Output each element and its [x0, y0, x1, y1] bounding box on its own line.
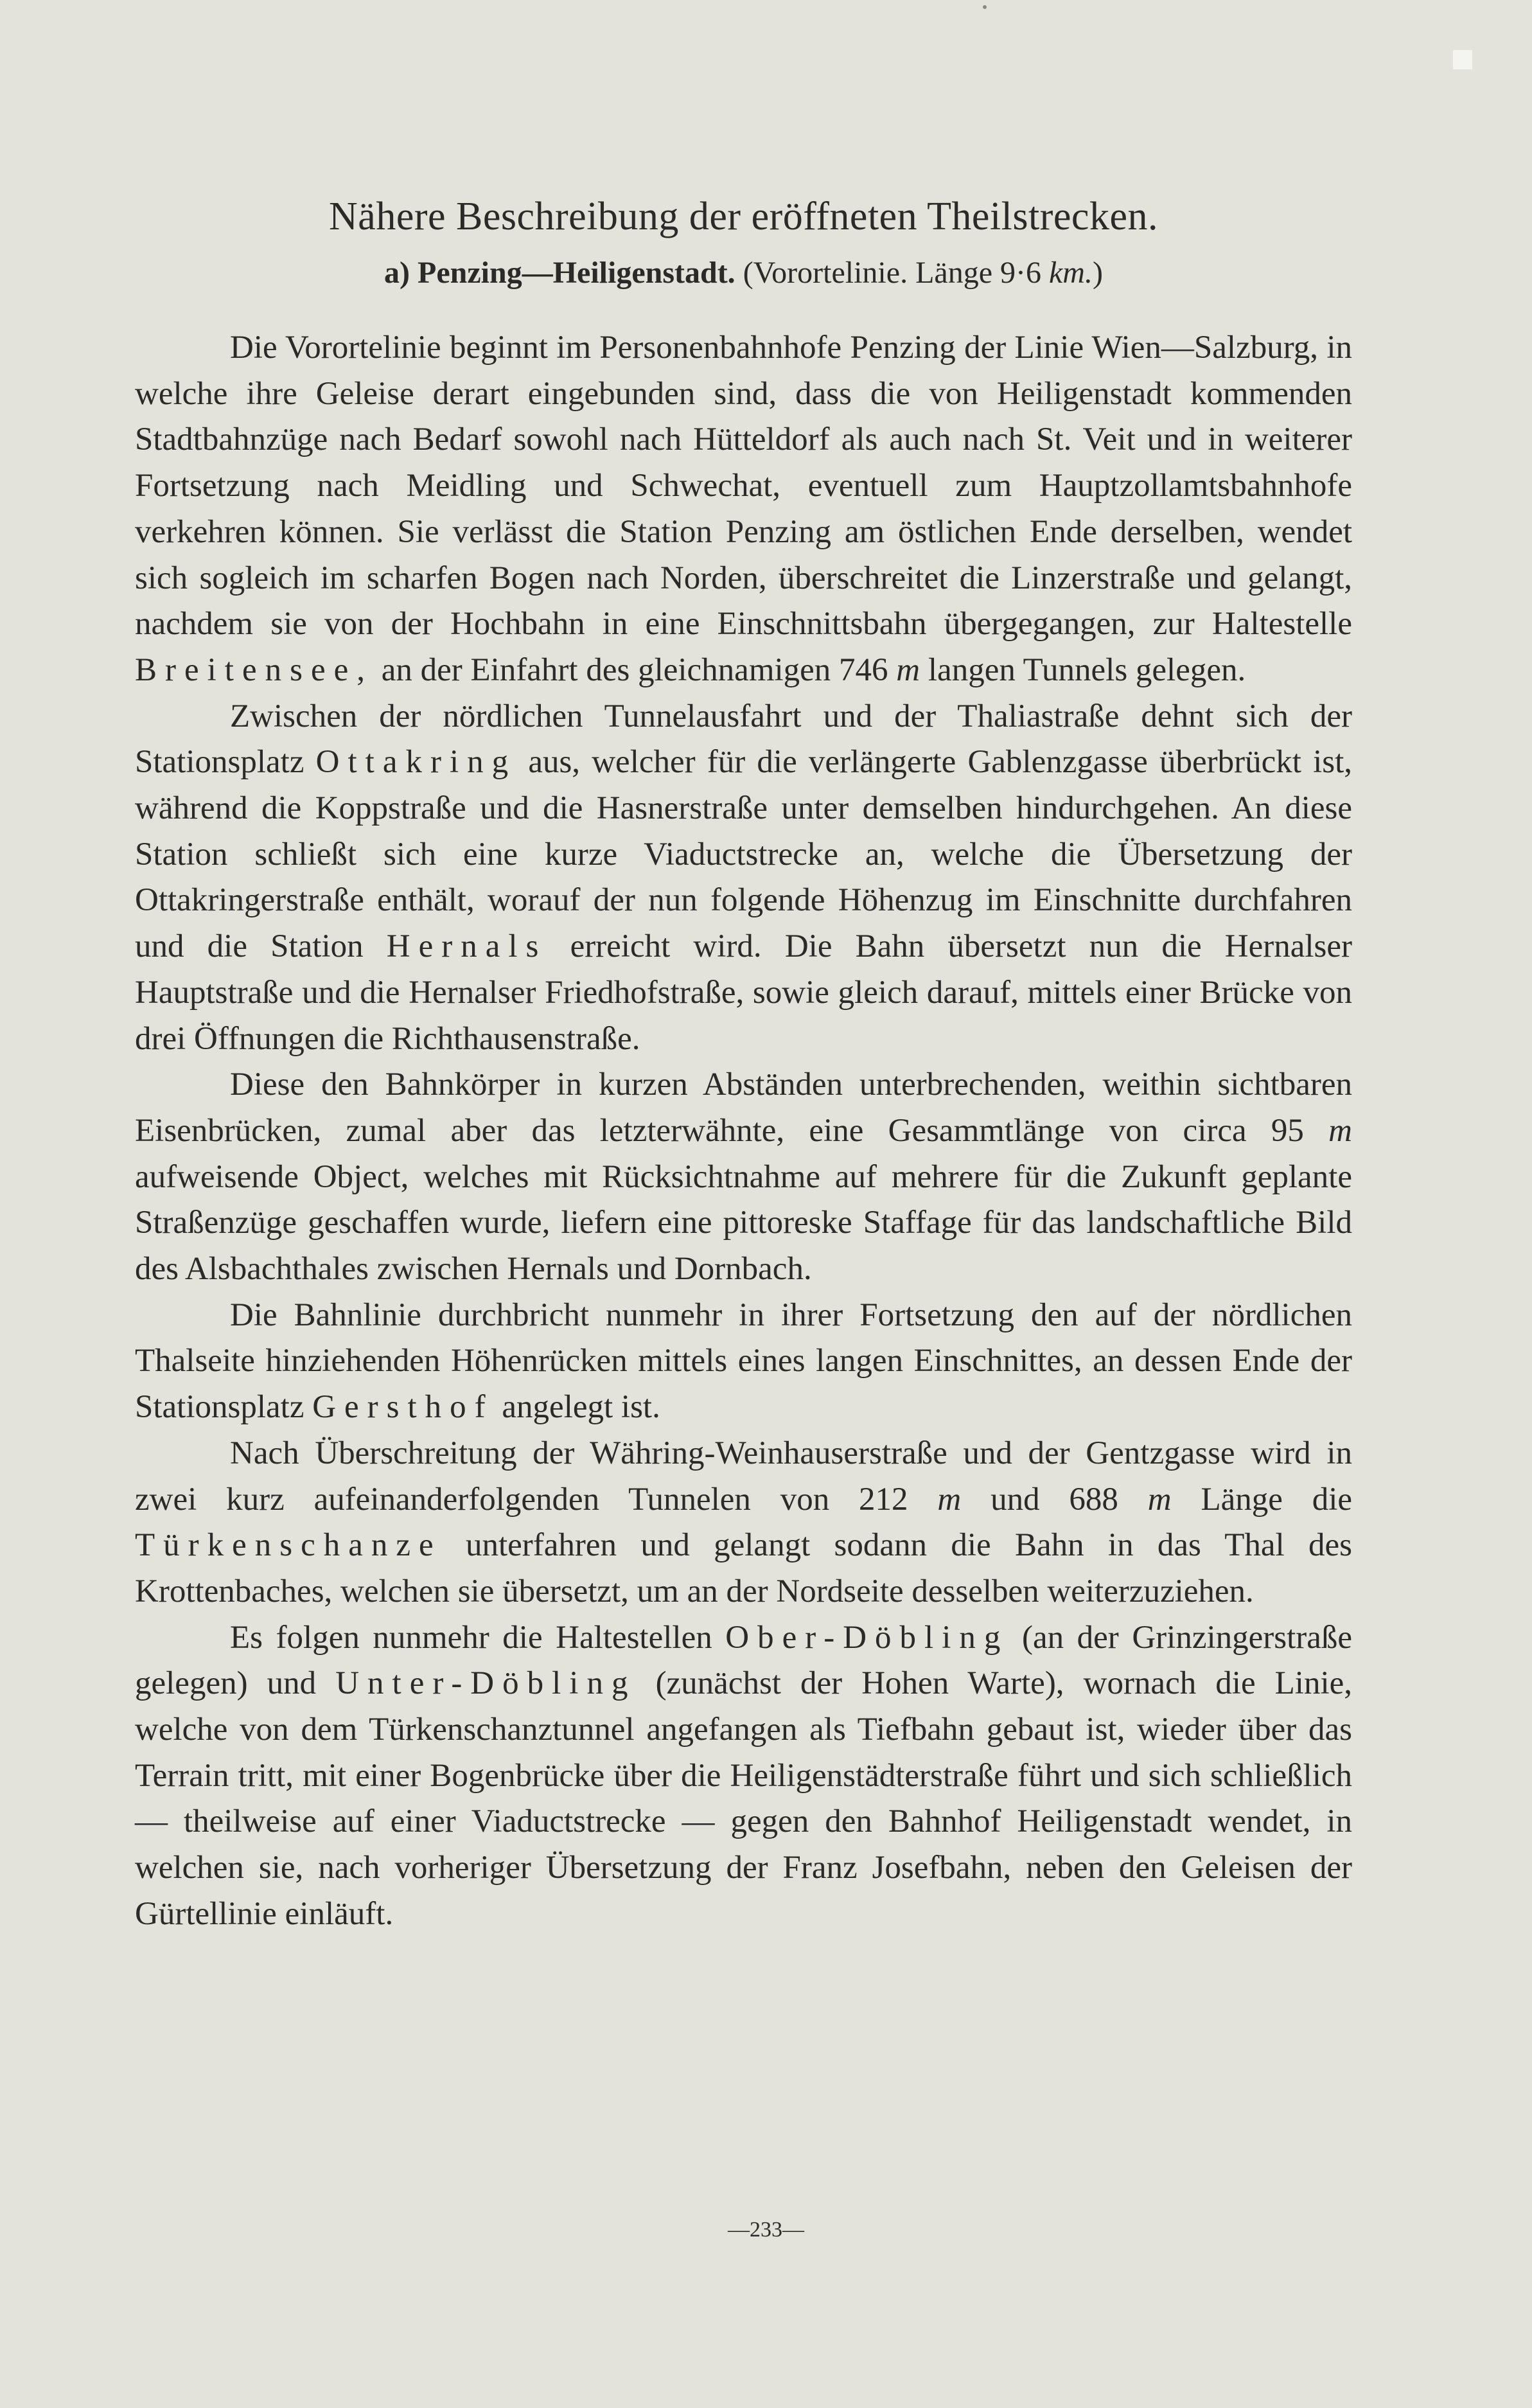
- unit-m: m: [896, 651, 920, 688]
- unit-m: m: [1147, 1481, 1172, 1518]
- station-hernals: Hernals: [386, 928, 547, 965]
- scan-corner-mark: [1453, 50, 1472, 69]
- station-unter-doebling: Unter-Döbling: [335, 1665, 637, 1702]
- page-content: [135, 193, 1352, 1938]
- paragraph-5: Nach Überschreitung der Währing-Weinhauserstraße und der Gentzgasse wird in zwei kurz aufeinanderfolgenden Tunnelen von 212 m und 688 m Länge die Türkenschanze unterfahren und gelangt sodann die Bahn in das Thal des Krottenbaches, welchen sie übersetzt, um an der Nordseite desselben weiterzuziehen.: [135, 1435, 1353, 1609]
- scan-speck: [983, 5, 987, 9]
- station-ober-doebling: Ober-Döbling: [725, 1619, 1009, 1656]
- subtitle-close: ): [1092, 256, 1103, 290]
- paragraph-6: Es folgen nunmehr die Haltestellen Ober-Döbling (an der Grinzingerstraße gelegen) und Unter-Döbling (zunächst der Hohen Warte), wornach die Linie, welche von dem Türkenschanztunnel angefangen als Tiefbahn gebaut ist, wieder über das Terrain tritt, mit einer Bogenbrücke über die Heiligenstädterstraße führt und sich schließlich — theilweise auf einer Viaductstrecke — gegen den Bahnhof Heiligenstadt wendet, in welchen sie, nach vorheriger Übersetzung der Franz Josefbahn, neben den Geleisen der Gürtellinie einläuft.: [135, 1619, 1353, 1932]
- station-gersthof: Gersthof: [312, 1389, 494, 1426]
- subtitle-unit: km.: [1048, 256, 1093, 290]
- body-text: [135, 325, 1352, 1938]
- page-title: Nähere Beschreibung der eröffneten Theilstrecken.: [329, 195, 1158, 238]
- unit-m: m: [1328, 1112, 1352, 1149]
- station-ottakring: Ottakring: [315, 744, 517, 781]
- paragraph-4: Die Bahnlinie durchbricht nunmehr in ihrer Fortsetzung den auf der nördlichen Thalseite hinziehenden Höhenrücken mittels eines langen Einschnittes, an dessen Ende der Stationsplatz Gersthof angelegt ist.: [135, 1297, 1352, 1426]
- section-subtitle: [135, 254, 1352, 292]
- place-tuerkenschanze: Türkenschanze: [135, 1527, 442, 1564]
- page-number: —233—: [728, 2218, 804, 2242]
- paragraph-1: Die Vorortelinie beginnt im Personenbahnhofe Penzing der Linie Wien—Salzburg, in welche ihre Geleise derart eingebunden sind, dass die von Heiligenstadt kommenden Stadtbahnzüge nach Bedarf sowohl nach Hütteldorf als auch nach St. Veit und in weiterer Fortsetzung nach Meidling und Schwechat, eventuell zum Hauptzollamtsbahnhofe verkehren können. Sie verlässt die Station Penzing am östlichen Ende derselben, wendet sich sogleich im scharfen Bogen nach Norden, überschreitet die Linzerstraße und gelangt, nachdem sie von der Hochbahn in eine Einschnittsbahn übergegangen, zur Haltestelle Breitensee, an der Einfahrt des gleichnamigen 746 m langen Tunnels gelegen.: [135, 329, 1352, 688]
- subtitle-length: (Vorortelinie. Länge 9·6: [743, 256, 1041, 290]
- unit-m: m: [937, 1481, 962, 1518]
- station-breitensee: Breitensee,: [135, 651, 373, 688]
- paragraph-2: Zwischen der nördlichen Tunnelausfahrt und der Thaliastraße dehnt sich der Stationsplatz Ottakring aus, welcher für die verlängerte Gablenzgasse überbrückt ist, während die Koppstraße und die Hasnerstraße unter demselben hindurchgehen. An diese Station schließt sich eine kurze Viaductstrecke an, welche die Übersetzung der Ottakringerstraße enthält, worauf der nun folgende Höhenzug im Einschnitte durchfahren und die Station Hernals erreicht wird. Die Bahn übersetzt nun die Hernalser Hauptstraße und die Hernalser Friedhofstraße, sowie gleich darauf, mittels einer Brücke von drei Öffnungen die Richthausenstraße.: [135, 698, 1353, 1057]
- paragraph-3: Diese den Bahnkörper in kurzen Abständen unterbrechenden, weithin sichtbaren Eisenbrücken, zumal aber das letzterwähnte, eine Gesammtlänge von circa 95 m aufweisende Object, welches mit Rücksichtnahme auf mehrere für die Zukunft geplante Straßenzüge geschaffen wurde, liefern eine pittoreske Staffage für das landschaftliche Bild des Alsbachthales zwischen Hernals und Dornbach.: [135, 1067, 1352, 1288]
- subtitle-route: a) Penzing—Heiligenstadt.: [384, 256, 735, 290]
